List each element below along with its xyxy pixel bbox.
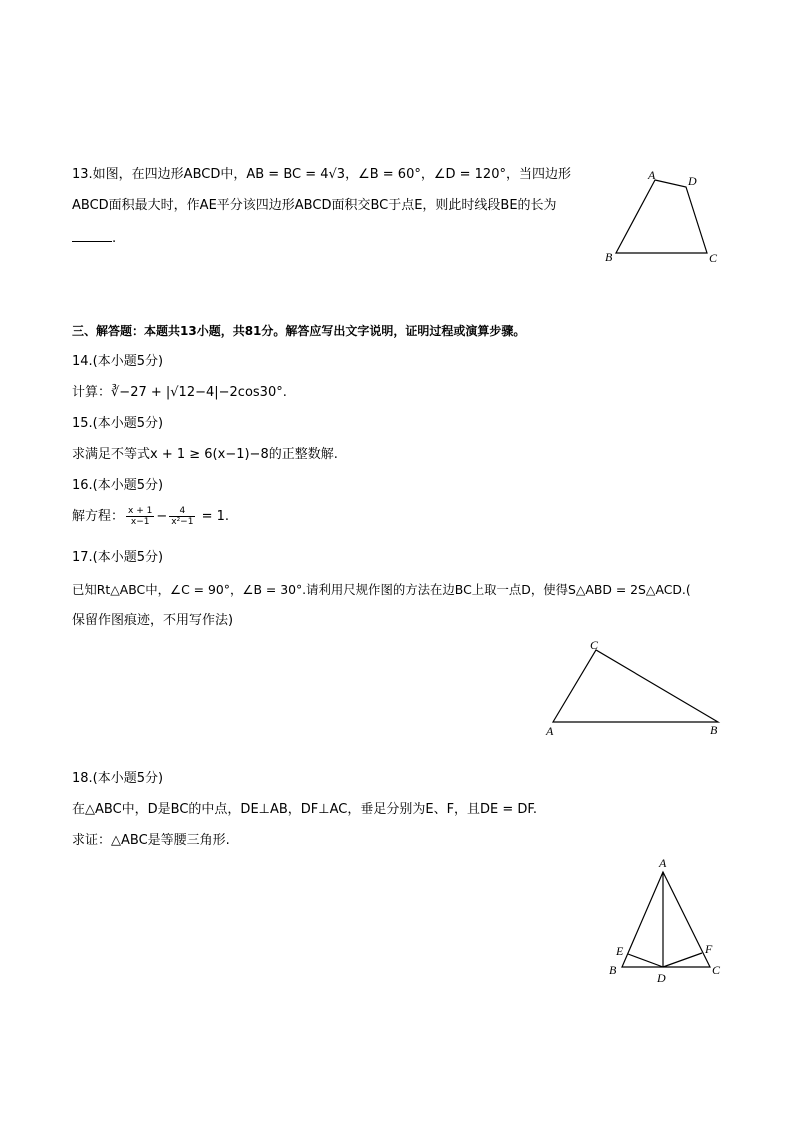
q15-body: 求满足不等式x + 1 ≥ 6(x−1)−8的正整数解. bbox=[72, 447, 338, 462]
q16-body bbox=[72, 506, 229, 528]
q17-line1: 已知Rt△ABC中，∠C = 90°，∠B = 30°.请利用尺规作图的方法在边BC上取一点D，使得S△ABD = 2S△ACD.( bbox=[72, 582, 691, 597]
fraction-2-denominator: x²−1 bbox=[171, 517, 194, 527]
q17-line2: 保留作图痕迹，不用写作法) bbox=[72, 613, 234, 628]
q18-head: 18.(本小题5分) bbox=[72, 771, 164, 786]
q18-triangle-figure bbox=[600, 852, 730, 987]
q14-expression: ∛−27 + |√12−4|−2cos30°. bbox=[111, 385, 287, 400]
q13-period: . bbox=[112, 231, 117, 246]
q13-line2: ABCD面积最大时，作AE平分该四边形ABCD面积交BC于点E，则此时线段BE的长为 bbox=[72, 198, 557, 213]
q14-body bbox=[72, 385, 287, 401]
label-c: C bbox=[590, 638, 599, 652]
q17-head: 17.(本小题5分) bbox=[72, 550, 164, 565]
q14-prefix: 计算： bbox=[72, 385, 112, 400]
q13-quadrilateral-figure bbox=[600, 165, 730, 270]
fraction-2-numerator: 4 bbox=[169, 506, 195, 517]
q18-line2: 求证：△ABC是等腰三角形. bbox=[72, 833, 230, 848]
segment-de bbox=[628, 954, 663, 967]
triangle-abc bbox=[553, 650, 718, 722]
q16-head: 16.(本小题5分) bbox=[72, 478, 164, 493]
section3-title: 三、解答题：本题共13小题，共81分。解答应写出文字说明，证明过程或演算步骤。 bbox=[72, 324, 526, 338]
label-b: B bbox=[710, 723, 718, 737]
q16-rhs: = 1. bbox=[201, 509, 230, 524]
triangle-abc bbox=[622, 872, 710, 967]
fraction-1-denominator: x−1 bbox=[130, 517, 150, 527]
label-b: B bbox=[609, 963, 617, 977]
label-c: C bbox=[712, 963, 721, 977]
answer-blank bbox=[72, 229, 112, 242]
q16-prefix: 解方程： bbox=[72, 509, 125, 524]
label-e: E bbox=[616, 944, 624, 958]
q17-triangle-figure bbox=[540, 636, 730, 742]
label-d: D bbox=[657, 971, 666, 985]
q13-line1: 13.如图，在四边形ABCD中，AB = BC = 4√3，∠B = 60°，∠D = 120°，当四边形 bbox=[72, 167, 571, 182]
segment-df bbox=[663, 953, 702, 967]
q15-head: 15.(本小题5分) bbox=[72, 416, 164, 431]
label-a: A bbox=[546, 724, 554, 738]
label-c: C bbox=[709, 251, 718, 265]
label-a: A bbox=[648, 168, 656, 182]
minus-sign: − bbox=[156, 509, 168, 524]
quadrilateral-abcd bbox=[616, 180, 707, 253]
label-d: D bbox=[688, 174, 697, 188]
label-a: A bbox=[659, 856, 667, 870]
q18-line1: 在△ABC中，D是BC的中点，DE⊥AB，DF⊥AC，垂足分别为E、F，且DE = DF. bbox=[72, 802, 537, 817]
fraction-2 bbox=[169, 506, 195, 527]
label-b: B bbox=[605, 250, 613, 264]
fraction-1 bbox=[126, 506, 154, 527]
fraction-1-numerator: x + 1 bbox=[128, 506, 153, 516]
q14-head: 14.(本小题5分) bbox=[72, 354, 164, 369]
label-f: F bbox=[705, 942, 713, 956]
q13-line3 bbox=[72, 229, 116, 247]
